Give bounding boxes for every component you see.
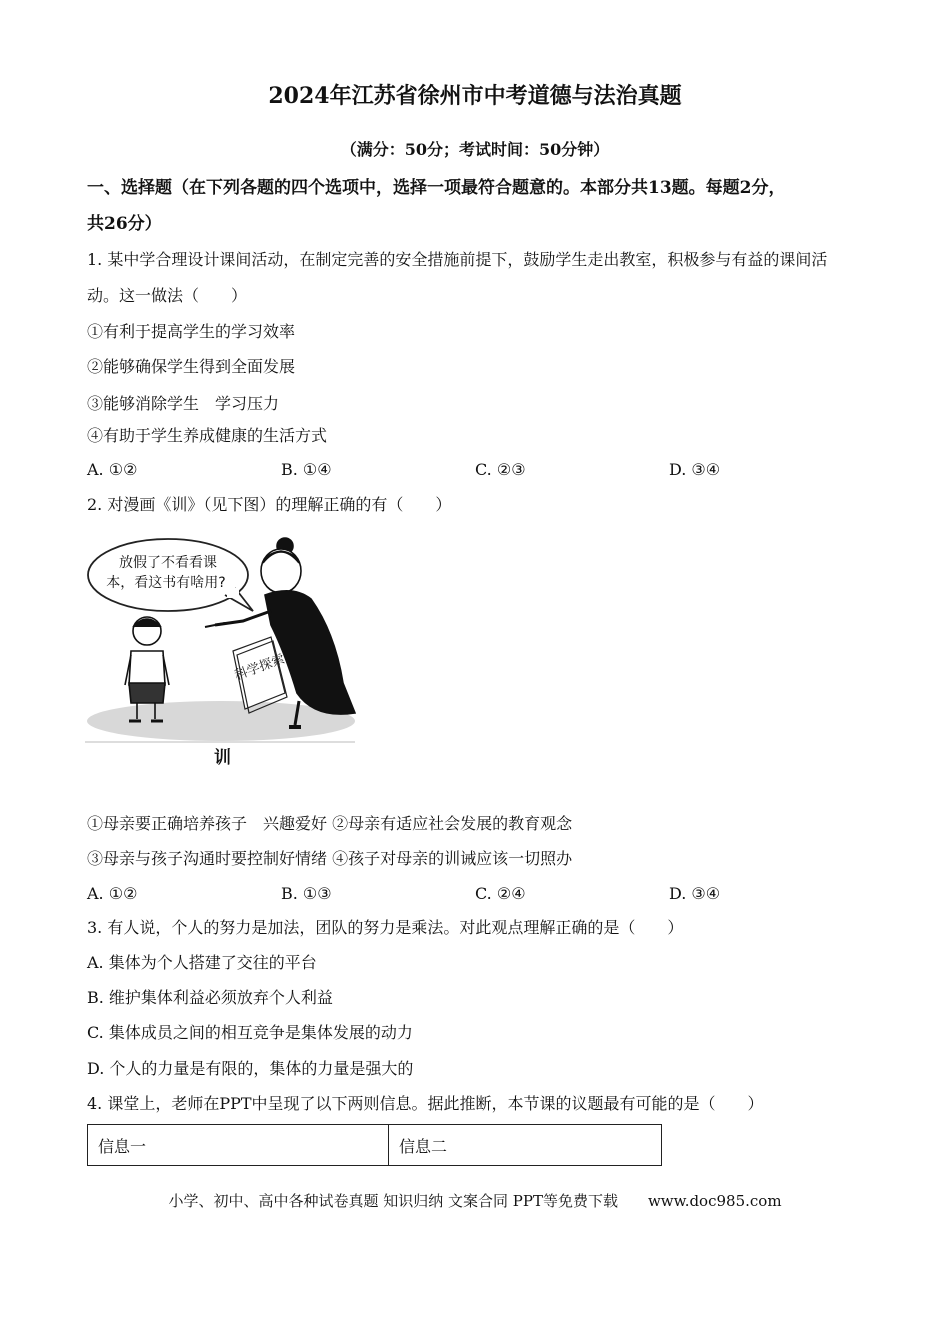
- q3-option-c: C. 集体成员之间的相互竞争是集体发展的动力: [87, 1023, 413, 1042]
- q2-option-a: A. ①②: [87, 884, 138, 903]
- q2-items: ①母亲要正确培养孩子 兴趣爱好 ②母亲有适应社会发展的教育观念: [87, 814, 573, 833]
- table-header-cell: 信息一: [88, 1125, 389, 1166]
- section-heading-cont: 共26分）: [87, 214, 162, 234]
- page-title: 2024年江苏省徐州市中考道德与法治真题: [268, 83, 682, 109]
- bubble-text-2: 本，看这书有啥用?: [106, 575, 226, 591]
- book-title: 科学探索: [232, 651, 287, 684]
- q2-option-d: D. ③④: [669, 884, 721, 903]
- q1-item: ②能够确保学生得到全面发展: [87, 357, 296, 376]
- cartoon-image: [85, 533, 357, 748]
- q1-stem-cont: 动。这一做法（ ）: [87, 286, 248, 305]
- table-header-cell: 信息二: [389, 1125, 662, 1166]
- q1-option-d: D. ③④: [669, 460, 721, 479]
- q2-option-c: C. ②④: [475, 884, 526, 903]
- info-table: [87, 1124, 662, 1166]
- q2-stem: 2. 对漫画《训》（见下图）的理解正确的有（ ）: [87, 495, 452, 514]
- q4-stem: 4. 课堂上，老师在PPT中呈现了以下两则信息。据此推断，本节课的议题最有可能的是（ ）: [87, 1094, 764, 1113]
- q1-item: ①有利于提高学生的学习效率: [87, 322, 296, 341]
- q3-option-d: D. 个人的力量是有限的，集体的力量是强大的: [87, 1059, 414, 1078]
- q2-option-b: B. ①③: [281, 884, 332, 903]
- section-heading: 一、选择题（在下列各题的四个选项中，选择一项最符合题意的。本部分共13题。每题2分，: [87, 178, 786, 198]
- q3-option-a: A. 集体为个人搭建了交往的平台: [87, 953, 317, 972]
- q1-option-a: A. ①②: [87, 460, 138, 479]
- page-footer: 小学、初中、高中各种试卷真题 知识归纳 文案合同 PPT等免费下载 www.doc985.com: [168, 1192, 782, 1210]
- q3-stem: 3. 有人说，个人的努力是加法，团队的努力是乘法。对此观点理解正确的是（ ）: [87, 918, 684, 937]
- q1-item: ④有助于学生养成健康的生活方式: [87, 426, 328, 445]
- q1-option-b: B. ①④: [281, 460, 332, 479]
- bubble-text-1: 放假了不看看课: [119, 555, 217, 571]
- q1-option-c: C. ②③: [475, 460, 526, 479]
- cartoon-caption: 训: [214, 748, 231, 768]
- q1-item: ③能够消除学生 学习压力: [87, 394, 280, 413]
- q2-items-cont: ③母亲与孩子沟通时要控制好情绪 ④孩子对母亲的训诫应该一切照办: [87, 849, 573, 868]
- q3-option-b: B. 维护集体利益必须放弃个人利益: [87, 988, 333, 1007]
- exam-info: （满分：50分；考试时间：50分钟）: [340, 140, 610, 159]
- q1-stem: 1. 某中学合理设计课间活动，在制定完善的安全措施前提下，鼓励学生走出教室，积极参与有益的课间活: [87, 250, 828, 269]
